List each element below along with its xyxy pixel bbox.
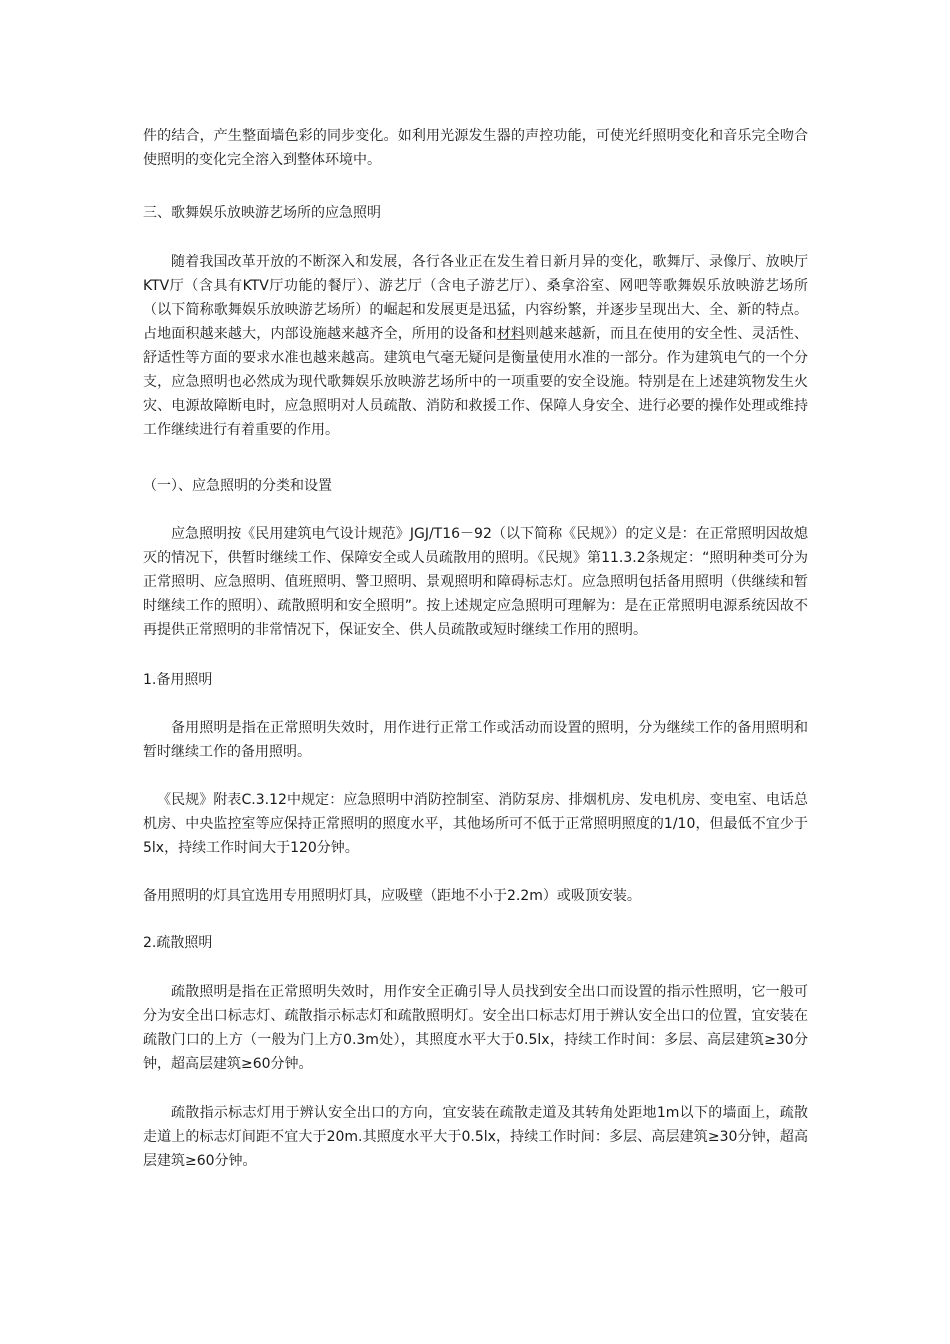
paragraph-definition: 应急照明按《民用建筑电气设计规范》JGJ/T16－92（以下简称《民规》）的定义是：在正常照明因故熄灭的情况下，供暂时继续工作、保障安全或人员疏散用的照明。《民规》第11.3.2条规定：“照明种类可分为正常照明、应急照明、值班照明、警卫照明、景观照明和障碍标志灯。应急照明包括备用照明（供继续和暂时继续工作的照明）、疏散照明和安全照明”。按上述规定应急照明可理解为：是在正常照明电源系统因故不再提供正常照明的非常情况下，保证安全、供人员疏散或短时继续工作用的照明。 <box>143 526 808 638</box>
paragraph-fiber-lighting: 件的结合，产生整面墙色彩的同步变化。如利用光源发生器的声控功能，可使光纤照明变化和音乐完全吻合使照明的变化完全溶入到整体环境中。 <box>143 128 808 168</box>
materials-link[interactable]: 材料 <box>496 326 526 342</box>
paragraph-standby-lighting: 备用照明是指在正常照明失效时，用作进行正常工作或活动而设置的照明，分为继续工作的备用照明和暂时继续工作的备用照明。 <box>143 720 808 760</box>
subsection-heading-classification: （一）、应急照明的分类和设置 <box>143 478 332 494</box>
paragraph-regulation-c312: 《民规》附表C.3.12中规定：应急照明中消防控制室、消防泵房、排烟机房、发电机房、变电室、电话总机房、中央监控室等应保持正常照明的照度水平，其他场所可不低于正常照明照度的1/10，但最低不宜少于5lx，持续工作时间大于120分钟。 <box>143 792 808 856</box>
heading-standby-lighting: 1.备用照明 <box>143 672 213 688</box>
heading-evacuation-lighting: 2.疏散照明 <box>143 935 213 951</box>
section-heading-emergency-lighting: 三、歌舞娱乐放映游艺场所的应急照明 <box>143 205 381 221</box>
paragraph-introduction <box>143 250 808 442</box>
paragraph-evacuation-indicator: 疏散指示标志灯用于辨认安全出口的方向，宜安装在疏散走道及其转角处距地1m以下的墙面上，疏散走道上的标志灯间距不宜大于20m.其照度水平大于0.5lx，持续工作时间：多层、高层建筑≥30分钟，超高层建筑≥60分钟。 <box>143 1105 808 1169</box>
paragraph-introduction-part-2: 则越来越新，而且在使用的安全性、灵活性、舒适性等方面的要求水准也越来越高。建筑电气毫无疑问是衡量使用水准的一部分。作为建筑电气的一个分支，应急照明也必然成为现代歌舞娱乐放映游艺场所中的一项重要的安全设施。特别是在上述建筑物发生火灾、电源故障断电时，应急照明对人员疏散、消防和救援工作、保障人身安全、进行必要的操作处理或维持工作继续进行有着重要的作用。 <box>143 326 809 438</box>
paragraph-fixture-installation: 备用照明的灯具宜选用专用照明灯具，应吸壁（距地不小于2.2m）或吸顶安装。 <box>143 888 641 904</box>
paragraph-evacuation-lighting: 疏散照明是指在正常照明失效时，用作安全正确引导人员找到安全出口而设置的指示性照明，它一般可分为安全出口标志灯、疏散指示标志灯和疏散照明灯。安全出口标志灯用于辨认安全出口的位置，宜安装在疏散门口的上方（一般为门上方0.3m处），其照度水平大于0.5lx，持续工作时间：多层、高层建筑≥30分钟，超高层建筑≥60分钟。 <box>143 984 808 1072</box>
paragraph-introduction-part-1: 随着我国改革开放的不断深入和发展，各行各业正在发生着日新月异的变化，歌舞厅、录像厅、放映厅KTV厅（含具有KTV厅功能的餐厅）、游艺厅（含电子游艺厅）、桑拿浴室、网吧等歌舞娱乐放映游艺场所（以下简称歌舞娱乐放映游艺场所）的崛起和发展更是迅猛，内容纷繁，并逐步呈现出大、全、新的特点。占地面积越来越大，内部设施越来越齐全，所用的设备和 <box>143 254 808 342</box>
